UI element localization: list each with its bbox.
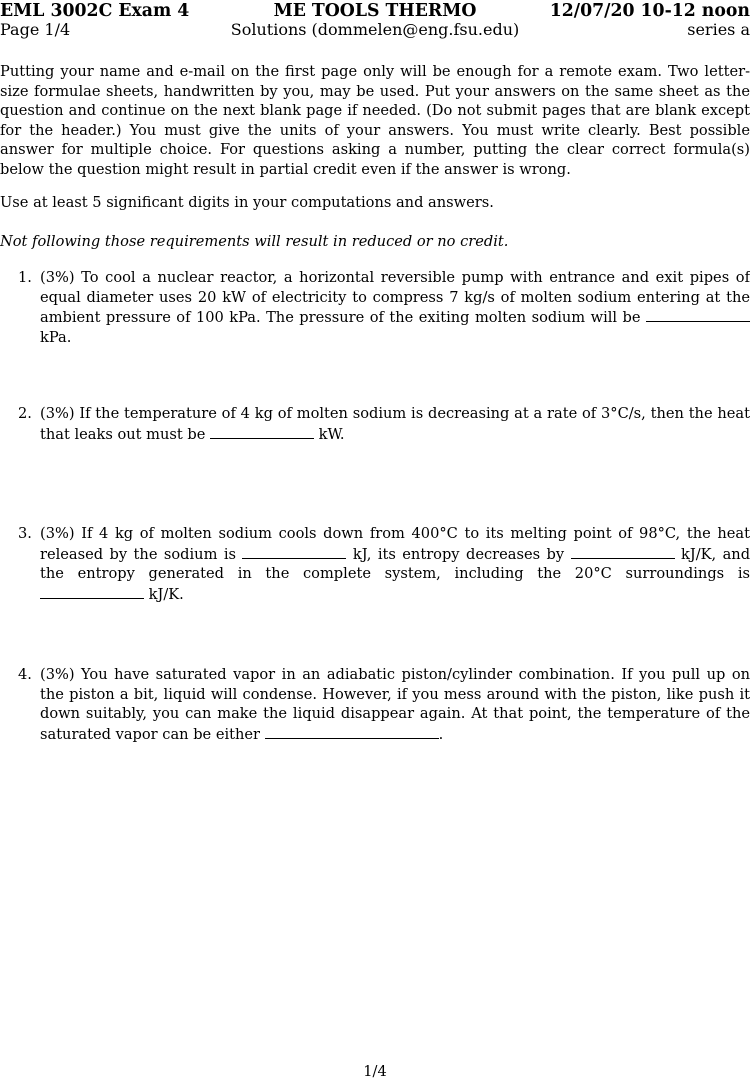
solutions-contact: Solutions (dommelen@eng.fsu.edu) xyxy=(230,20,520,39)
significant-digits-note: Use at least 5 significant digits in your computations and answers. xyxy=(0,194,494,211)
question-end-period: . xyxy=(438,725,444,743)
answer-blank-entropy-generated[interactable] xyxy=(40,584,144,599)
question-text: (3%) You have saturated vapor in an adiabatic piston/cylinder combination. If you pull up on the piston a bit, liquid will condense. However, if you mess around with the piston, like push it down suitably, you can make the liquid disappear again. At that point, the temperature of the saturated vapor can be either xyxy=(40,666,750,743)
page-number: 1/4 xyxy=(363,1063,387,1080)
page-indicator: Page 1/4 xyxy=(0,20,71,39)
header-row-2 xyxy=(0,20,750,40)
question-1 xyxy=(18,268,750,347)
question-number: 3. xyxy=(18,525,32,542)
question-4 xyxy=(18,665,750,744)
question-text: kJ/K, and the entropy generated in the complete system, including the 20°C surroundings is xyxy=(40,545,750,583)
credit-warning: Not following those requirements will result in reduced or no credit. xyxy=(0,233,509,250)
series-label: series a xyxy=(687,20,750,39)
answer-blank-heat-released[interactable] xyxy=(242,544,346,559)
question-text: (3%) If 4 kg of molten sodium cools down from 400°C to its melting point of 98°C, the heat released by the sodium is xyxy=(40,525,750,563)
answer-unit: kJ/K. xyxy=(148,585,184,603)
question-text: kJ, its entropy decreases by xyxy=(352,545,565,563)
exam-title: ME TOOLS THERMO xyxy=(273,1,477,21)
answer-unit: kPa. xyxy=(40,328,72,346)
question-2 xyxy=(18,404,750,444)
header-row-1 xyxy=(0,1,750,22)
answer-blank-temperature[interactable] xyxy=(265,724,439,739)
exam-date: 12/07/20 10-12 noon xyxy=(549,1,750,21)
question-number: 1. xyxy=(18,269,32,286)
question-3 xyxy=(18,524,750,604)
answer-blank-entropy-decrease[interactable] xyxy=(571,544,675,559)
answer-blank-pressure[interactable] xyxy=(646,307,750,322)
question-number: 4. xyxy=(18,666,32,683)
question-text: (3%) To cool a nuclear reactor, a horizontal reversible pump with entrance and exit pipes of equal diameter uses 20 kW of electricity to compress 7 kg/s of molten sodium entering at the ambient pressure of 100 kPa. The pressure of the exiting molten sodium will be xyxy=(40,269,750,327)
instructions-paragraph: Putting your name and e-mail on the first page only will be enough for a remote exam. Two letter-size formulae sheets, handwritten by you, may be used. Put your answers on the same sheet as the question and continue on the next blank page if needed. (Do not submit pages that are blank except for the header.) You must give the units of your answers. You must write clearly. Best possible answer for multiple choice. For questions asking a number, putting the clear correct formula(s) below the question might result in partial credit even if the answer is wrong. xyxy=(0,63,750,178)
course-code: EML 3002C Exam 4 xyxy=(0,1,190,21)
question-text: (3%) If the temperature of 4 kg of molten sodium is decreasing at a rate of 3°C/s, then the heat that leaks out must be xyxy=(40,405,750,443)
answer-blank-heat-rate[interactable] xyxy=(210,424,314,439)
question-number: 2. xyxy=(18,405,32,422)
answer-unit: kW. xyxy=(318,425,345,443)
